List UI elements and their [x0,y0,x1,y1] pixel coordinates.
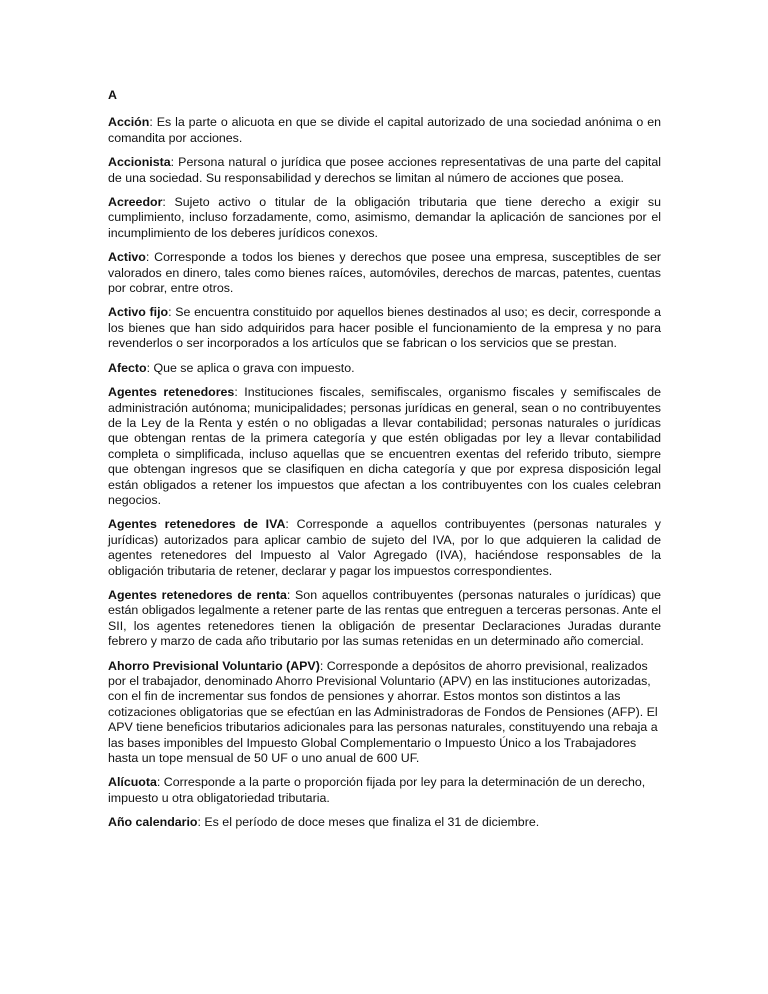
glossary-entry-apv [108,659,661,767]
section-letter: A [108,88,117,102]
entry-definition: : Corresponde a todos los bienes y derechos que posee una empresa, susceptibles de ser valorados en dinero, tales como bienes raíces, automóviles, derechos de marcas, patentes, cuentas por cobrar, entre otros. [108,250,661,296]
glossary-entry-agentes-retenedores-iva [108,517,661,579]
entry-term: Alícuota [108,775,157,790]
glossary-entry-ano-calendario [108,815,661,830]
entry-definition: : Instituciones fiscales, semifiscales, organismo fiscales y semifiscales de administración autónoma; municipalidades; personas jurídicas en general, sean o no contribuyentes de la Ley de la Renta y estén o no obligadas a llevar contabilidad; personas naturales o jurídicas que obtengan rentas de la primera categoría y que estén obligadas por ley a llevar contabilidad completa o simplificada, incluso aquellas que se encuentren exentas del referido tributo, siempre que obtengan ingresos que se clasifiquen en dicha categoría y que por expresa disposición legal están obligados a retener los impuestos que afectan a los contribuyentes con los cuales celebran negocios. [108,385,661,507]
entry-definition: : Es el período de doce meses que finaliza el 31 de diciembre. [197,815,540,830]
entry-definition: : Corresponde a la parte o proporción fijada por ley para la determinación de un derecho, impuesto u otra obligatoriedad tributaria. [108,775,646,805]
glossary-entry-alicuota [108,775,661,806]
entry-term: Accionista [108,155,171,170]
entry-definition: : Corresponde a depósitos de ahorro previsional, realizados por el trabajador, denominado Ahorro Previsional Voluntario (APV) en las instituciones autorizadas, con el fin de incrementar sus fondos de pensiones y ahorrar. Estos montos son distintos a las cotizaciones obligatorias que se efectúan en las Administradoras de Fondos de Pensiones (AFP). El APV tiene beneficios tributarios adicionales para las personas naturales, constituyendo una rebaja a las bases imponibles del Impuesto Global Complementario o Impuesto Único a los Trabajadores hasta un tope mensual de 50 UF o uno anual de 600 UF. [108,658,658,766]
entry-definition: : Sujeto activo o titular de la obligación tributaria que tiene derecho a exigir su cumplimiento, incluso forzadamente, como, asimismo, demandar la aplicación de sanciones por el incumplimiento de los deberes jurídicos conexos. [108,195,661,240]
entry-definition: : Corresponde a aquellos contribuyentes (personas naturales y jurídicas) autorizados para aplicar cambio de sujeto del IVA, por lo que adquieren la calidad de agentes retenedores del Impuesto al Valor Agregado (IVA), haciéndose responsables de la obligación tributaria de retener, declarar y pagar los impuestos correspondientes. [108,517,662,578]
entry-term: Acción [108,115,150,130]
entry-term: Afecto [108,360,147,375]
entry-term: Agentes retenedores de IVA [108,517,286,532]
glossary-entry-activo-fijo [108,305,661,351]
entry-term: Agentes retenedores de renta [108,587,287,602]
entry-term: Ahorro Previsional Voluntario (APV) [108,658,320,673]
entry-term: Acreedor [108,195,163,210]
entry-definition: : Que se aplica o grava con impuesto. [146,360,355,375]
glossary-entry-activo [108,250,661,296]
entry-term: Activo fijo [108,305,169,320]
entry-term: Activo [108,250,146,265]
entry-definition: : Son aquellos contribuyentes (personas naturales o jurídicas) que están obligados legalmente a retener parte de las rentas que entreguen a terceras personas. Ante el SII, los agentes retenedores tienen la obligación de presentar Declaraciones Juradas durante febrero y marzo de cada año tributario por las sumas retenidas en un determinado año comercial. [108,587,661,649]
glossary-entry-afecto [108,361,661,376]
entry-definition: : Se encuentra constituido por aquellos bienes destinados al uso; es decir, corresponde a los bienes que han sido adquiridos para hacer posible el funcionamiento de la empresa y no para revenderlos o ser incorporados a los artículos que se fabrican o los servicios que se prestan. [108,305,662,351]
glossary-entry-accion [108,115,661,146]
entry-definition: : Persona natural o jurídica que posee acciones representativas de una parte del capital de una sociedad. Su responsabilidad y derechos se limitan al número de acciones que posea. [108,155,661,185]
glossary-entry-agentes-retenedores [108,385,661,508]
glossary-page [108,88,661,840]
entry-definition: : Es la parte o alicuota en que se divide el capital autorizado de una sociedad anónima o en comandita por acciones. [108,115,661,145]
glossary-entry-acreedor [108,195,661,241]
glossary-entry-agentes-retenedores-renta [108,588,661,650]
glossary-entry-accionista [108,155,661,186]
entry-term: Año calendario [108,815,198,830]
entry-term: Agentes retenedores [108,385,235,400]
